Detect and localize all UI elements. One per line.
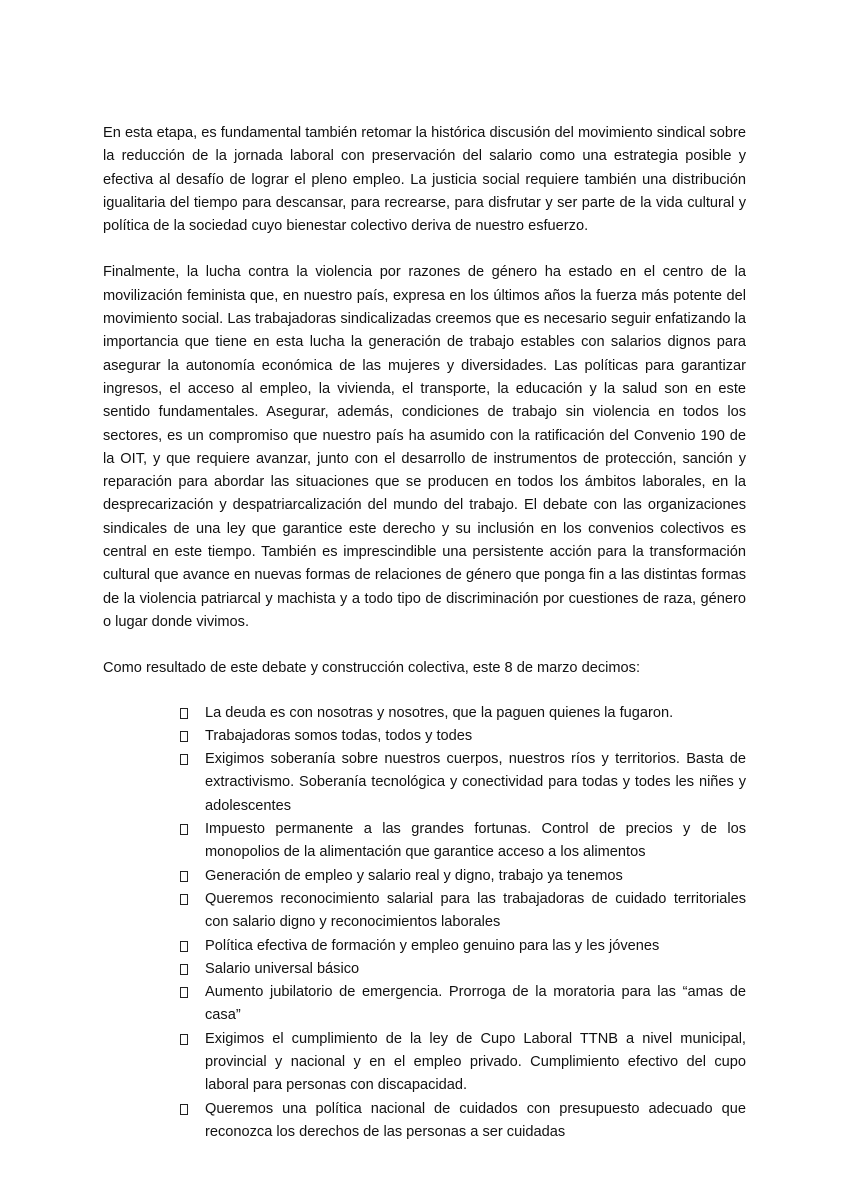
list-item (180, 1098, 746, 1145)
list-item (180, 958, 746, 981)
list-item (180, 748, 746, 818)
square-bullet-icon (180, 941, 188, 952)
list-item-text: Política efectiva de formación y empleo genuino para las y les jóvenes (205, 937, 660, 954)
list-item-text: Exigimos el cumplimiento de la ley de Cupo Laboral TTNB a nivel municipal, provincial y nacional y en el empleo privado. Cumplimiento efectivo del cupo laboral para personas con discapacidad. (205, 1030, 746, 1094)
square-bullet-icon (180, 824, 188, 835)
list-item (180, 725, 746, 748)
list-item-text: Salario universal básico (205, 960, 360, 977)
square-bullet-icon (180, 987, 188, 998)
list-item-text: Queremos una política nacional de cuidados con presupuesto adecuado que reconozca los derechos de las personas a ser cuidadas (205, 1100, 746, 1140)
list-item-text: Aumento jubilatorio de emergencia. Prorroga de la moratoria para las “amas de casa” (205, 984, 746, 1024)
square-bullet-icon (180, 871, 188, 882)
square-bullet-icon (180, 1104, 188, 1115)
list-item-text: Trabajadoras somos todas, todos y todes (205, 727, 473, 744)
square-bullet-icon (180, 1034, 188, 1045)
list-item (180, 1028, 746, 1098)
square-bullet-icon (180, 708, 188, 719)
list-item (180, 865, 746, 888)
square-bullet-icon (180, 731, 188, 742)
list-item (180, 888, 746, 935)
demands-list (180, 702, 746, 1145)
document-page (103, 122, 746, 1144)
list-item (180, 981, 746, 1028)
list-item-text: La deuda es con nosotras y nosotres, que la paguen quienes la fugaron. (205, 704, 674, 721)
square-bullet-icon (180, 754, 188, 765)
paragraph-intro-demands: Como resultado de este debate y construcción colectiva, este 8 de marzo decimos: (103, 660, 641, 677)
paragraph-violencia-genero: Finalmente, la lucha contra la violencia por razones de género ha estado en el centro de la movilización feminista que, en nuestro país, expresa en los últimos años la fuerza más potente del movimiento social. Las trabajadoras sindicalizadas creemos que es necesario seguir enfatizando la importancia que tiene en esta lucha la generación de trabajo estables con salarios dignos para asegurar la autonomía económica de las mujeres y diversidades. Las políticas para garantizar ingresos, el acceso al empleo, la vivienda, el transporte, la educación y la salud son en este sentido fundamentales. Asegurar, además, condiciones de trabajo sin violencia en todos los sectores, es un compromiso que nuestro país ha asumido con la ratificación del Convenio 190 de la OIT, y que requiere avanzar, junto con el desarrollo de instrumentos de protección, sanción y reparación para abordar las situaciones que se producen en todos los ámbitos laborales, en la desprecarización y despatriarcalización del mundo del trabajo. El debate con las organizaciones sindicales de una ley que garantice este derecho y su inclusión en los convenios colectivos es central en este tiempo. También es imprescindible una persistente acción para la transformación cultural que avance en nuevas formas de relaciones de género que ponga fin a las distintas formas de la violencia patriarcal y machista y a todo tipo de discriminación por cuestiones de raza, género o lugar donde vivimos. (103, 264, 746, 630)
list-item-text: Queremos reconocimiento salarial para las trabajadoras de cuidado territoriales con salario digno y reconocimientos laborales (205, 890, 746, 931)
square-bullet-icon (180, 894, 188, 905)
list-item (180, 818, 746, 865)
square-bullet-icon (180, 964, 188, 975)
paragraph-jornada-laboral: En esta etapa, es fundamental también retomar la histórica discusión del movimiento sindical sobre la reducción de la jornada laboral con preservación del salario como una estrategia posible y efectiva al desafío de lograr el pleno empleo. La justicia social requiere también una distribución igualitaria del tiempo para descansar, para recrearse, para disfrutar y ser parte de la vida cultural y política de la sociedad cuyo bienestar colectivo deriva de nuestro esfuerzo. (103, 125, 746, 235)
list-item-text: Exigimos soberanía sobre nuestros cuerpos, nuestros ríos y territorios. Basta de extractivismo. Soberanía tecnológica y conectividad para todas y todes les niñes y adolescentes (205, 751, 746, 814)
list-item-text: Impuesto permanente a las grandes fortunas. Control de precios y de los monopolios de la alimentación que garantice acceso a los alimentos (205, 821, 746, 861)
list-item (180, 935, 746, 958)
list-item (180, 702, 746, 725)
list-item-text: Generación de empleo y salario real y digno, trabajo ya tenemos (205, 867, 623, 884)
